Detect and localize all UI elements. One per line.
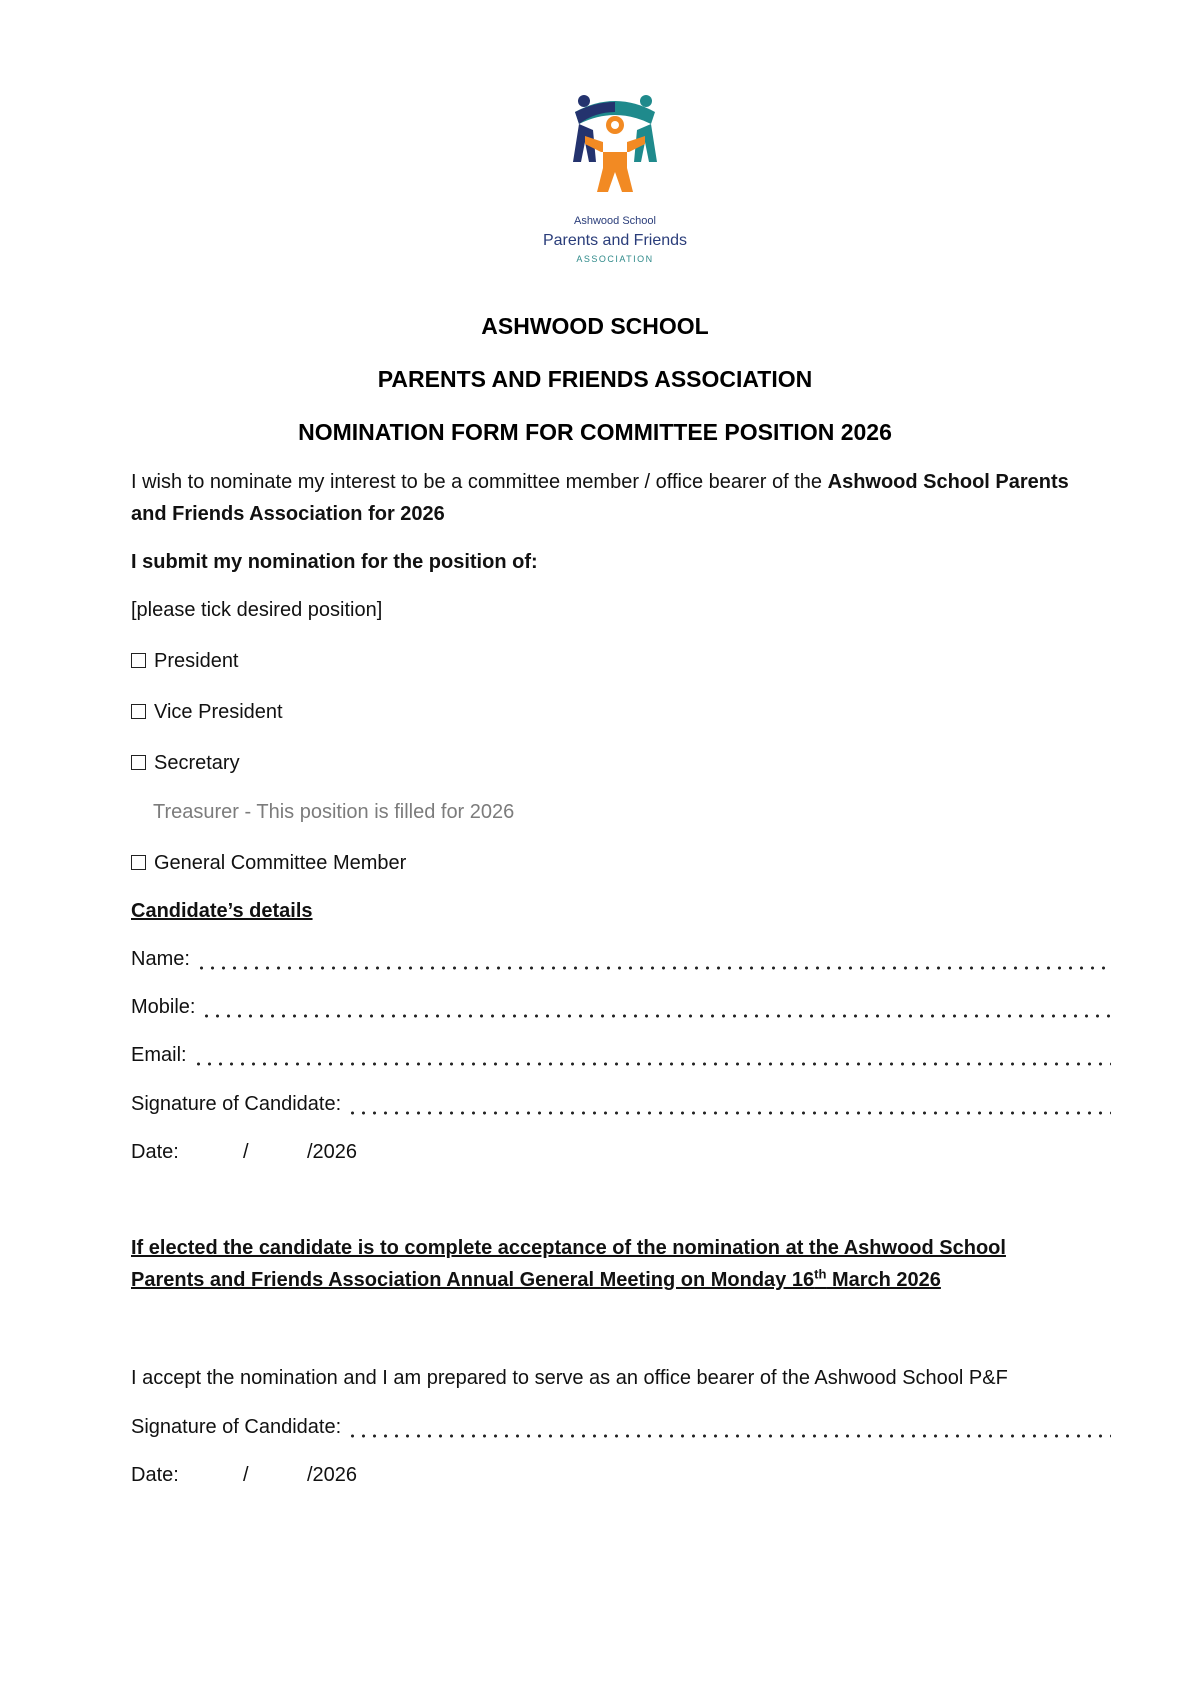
secretary-checkbox[interactable] [131, 755, 146, 770]
acceptance-signature-field[interactable] [131, 1411, 1111, 1443]
election-note-sup: th [814, 1266, 827, 1282]
signature-dotted-line[interactable] [347, 1096, 1111, 1116]
election-note-text: If elected the candidate is to complete acceptance of the nomination at the Ashwood School Parents and Friends Association Annual General Meeting on Monday 16 [131, 1237, 1006, 1291]
instruction-text: [please tick desired position] [131, 599, 383, 621]
name-field[interactable] [131, 943, 1111, 975]
name-label: Name: [131, 948, 190, 970]
logo-association-name: Parents and Friends [542, 232, 688, 249]
email-dotted-line[interactable] [193, 1047, 1111, 1067]
mobile-label: Mobile: [131, 996, 196, 1018]
position-president[interactable] [131, 645, 239, 677]
position-secretary[interactable] [131, 747, 240, 779]
general-member-checkbox[interactable] [131, 855, 146, 870]
vice-president-checkbox[interactable] [131, 704, 146, 719]
email-field[interactable] [131, 1039, 1111, 1071]
logo-association-word: ASSOCIATION [576, 254, 654, 264]
election-note-date: March 2026 [826, 1269, 941, 1291]
date-slash: / [243, 1141, 249, 1163]
intro-paragraph [131, 466, 1091, 530]
acceptance-statement: I accept the nomination and I am prepared to serve as an office bearer of the Ashwood School P&F [131, 1367, 1008, 1389]
acceptance-signature-label: Signature of Candidate: [131, 1416, 342, 1438]
date-year: /2026 [307, 1141, 358, 1163]
mobile-dotted-line[interactable] [201, 999, 1111, 1019]
position-label: Vice President [154, 701, 283, 723]
email-label: Email: [131, 1044, 187, 1066]
position-label: General Committee Member [154, 852, 407, 874]
acceptance-date-year: /2026 [307, 1464, 358, 1486]
candidate-details-heading: Candidate’s details [131, 900, 313, 922]
signature-label: Signature of Candidate: [131, 1093, 342, 1115]
logo-school-name: Ashwood School [574, 215, 656, 227]
acceptance-signature-dotted-line[interactable] [347, 1419, 1111, 1439]
acceptance-date-slash: / [243, 1464, 249, 1486]
position-label: President [154, 650, 239, 672]
association-heading: PARENTS AND FRIENDS ASSOCIATION [377, 366, 813, 392]
position-vice-president[interactable] [131, 696, 283, 728]
name-dotted-line[interactable] [196, 951, 1111, 971]
mobile-field[interactable] [131, 991, 1111, 1023]
date-label: Date: [131, 1141, 179, 1163]
intro-text: I wish to nominate my interest to be a committee member / office bearer of the [131, 471, 828, 493]
submit-label: I submit my nomination for the position of: [131, 551, 538, 573]
signature-field[interactable] [131, 1088, 1111, 1120]
position-label: Secretary [154, 752, 240, 774]
intro-bold-text: Ashwood School Parents and Friends Association for 2026 [131, 471, 1069, 525]
form-title: NOMINATION FORM FOR COMMITTEE POSITION 2026 [298, 419, 892, 445]
people-logo-icon [565, 92, 665, 202]
association-logo [530, 92, 700, 277]
president-checkbox[interactable] [131, 653, 146, 668]
position-general-member[interactable] [131, 847, 406, 879]
election-note [131, 1232, 1081, 1296]
acceptance-date-label: Date: [131, 1464, 179, 1486]
treasurer-note: Treasurer - This position is filled for 2026 [153, 801, 515, 823]
school-heading: ASHWOOD SCHOOL [481, 313, 709, 339]
